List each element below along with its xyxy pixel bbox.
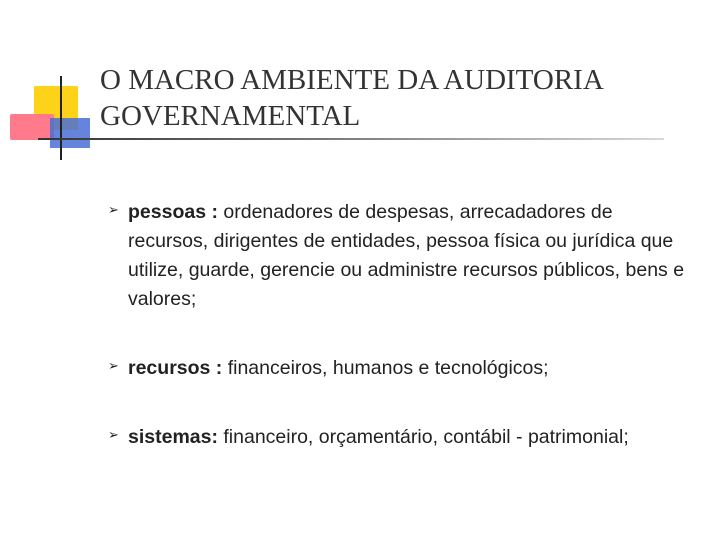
bullet-text: financeiros, humanos e tecnológicos; [222, 357, 549, 379]
bullet-text: financeiro, orçamentário, contábil - patrimonial; [217, 426, 629, 448]
bullet-text: ordenadores de despesas, arrecadadores de recursos, dirigentes de entidades, pessoa física ou jurídica que utilize, guarde, gerencie ou administre recursos públicos, bens e valores; [128, 201, 685, 310]
list-item [108, 198, 698, 314]
list-item [108, 423, 698, 452]
slide-title-line-2: GOVERNAMENTAL [100, 100, 361, 132]
list-item [108, 354, 698, 383]
decorative-vertical-line [60, 76, 62, 160]
bullet-term: sistemas: [128, 426, 218, 448]
slide-title-line-1: O MACRO AMBIENTE DA AUDITORIA [100, 64, 604, 96]
title-underline [38, 138, 664, 140]
arrow-bullet-icon: ➢ [108, 203, 119, 218]
arrow-bullet-icon: ➢ [108, 428, 119, 443]
arrow-bullet-icon: ➢ [108, 359, 119, 374]
decorative-red-square [10, 114, 54, 140]
bullet-term: recursos : [128, 357, 223, 379]
decorative-blue-square [50, 118, 90, 148]
slide-title [100, 62, 700, 134]
bullet-term: pessoas : [128, 201, 218, 223]
